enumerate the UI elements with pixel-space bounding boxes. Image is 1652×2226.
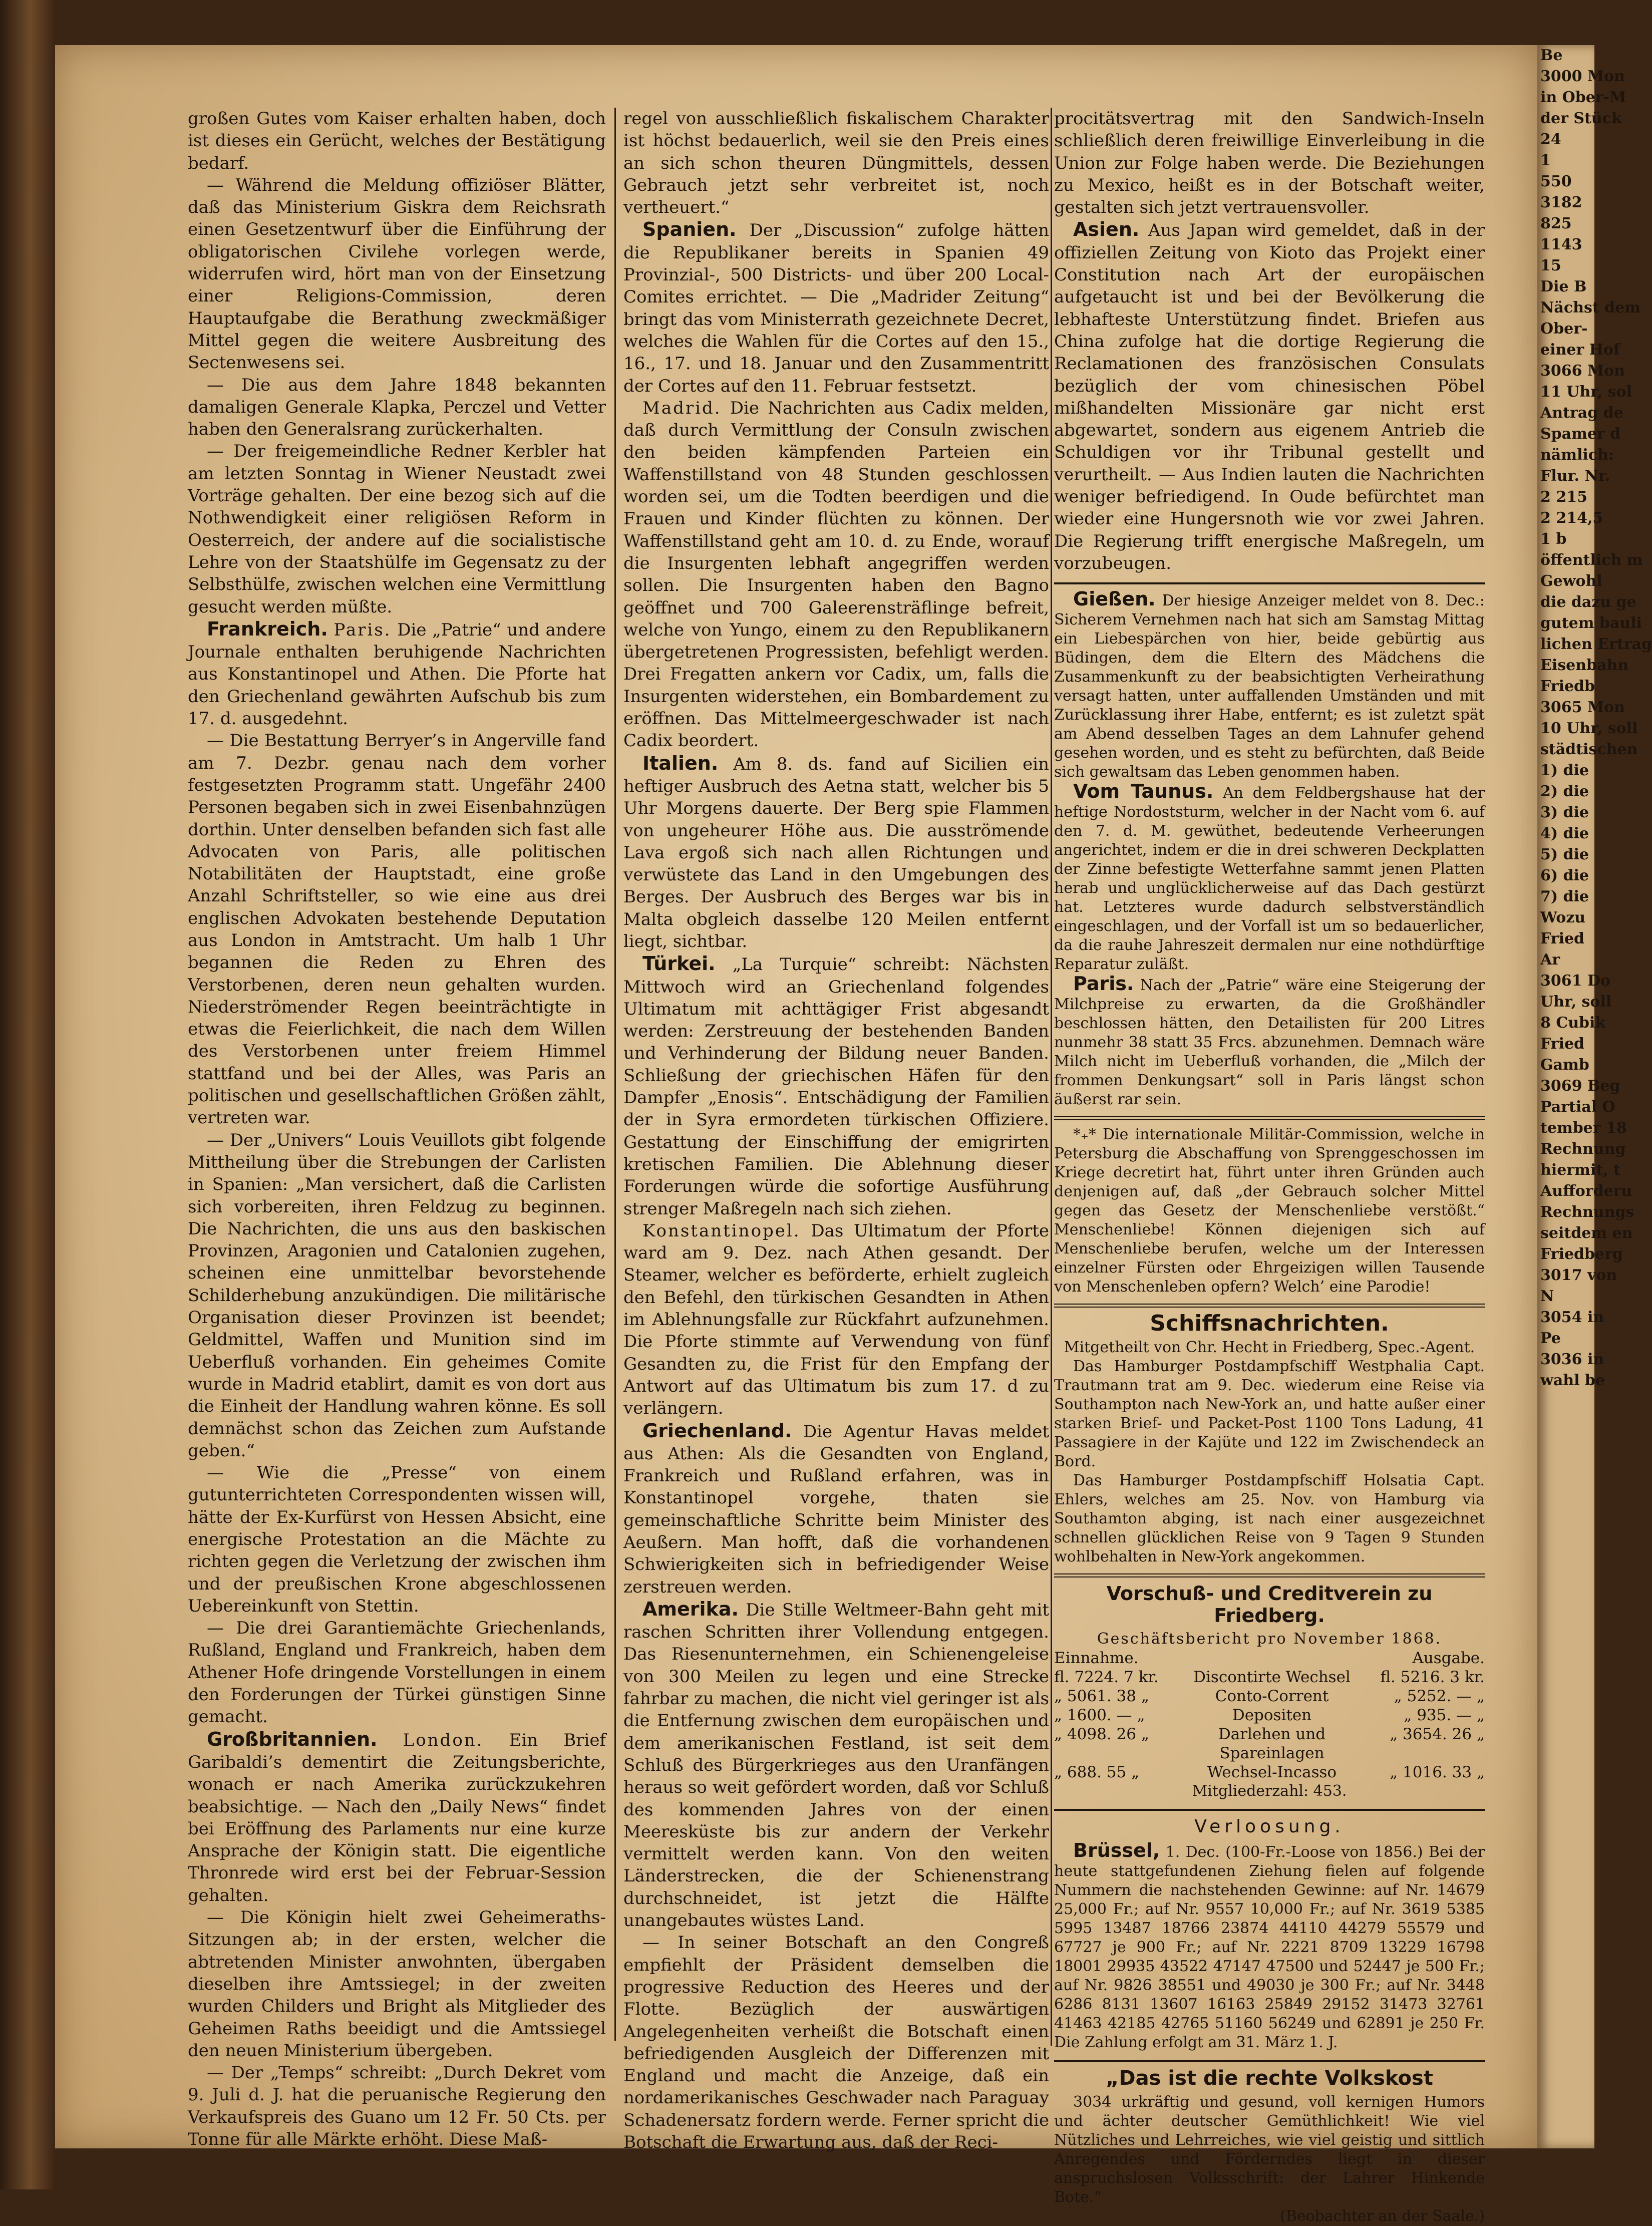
local-heading: Vom Taunus. — [1073, 780, 1214, 803]
local-paragraph: Paris. Nach der „Patrie“ wäre eine Steigerung der Milchpreise zu erwarten, da die Großhändler beschlossen hätten, den Detailisten für 200 Litres nunmehr 38 statt 35 Frcs. abzunehmen. Demnach wäre Milch nicht im Ueberfluß vorhanden, die „Milch der frommen Denkungsart“ soll in Paris längst schon äußerst rar sein. — [1054, 973, 1485, 1109]
verein-ledger — [1054, 1649, 1485, 1782]
divider — [1054, 1573, 1485, 1577]
ad-text: 3034 urkräftig und gesund, voll kernigen Humors und ächter deutscher Gemüthlichkeit! Wie viel Nützliches und Lehrreiches, wie viel geistig und sittlich Anregendes und Förderndes liegt in dieser anspruchslosen Volksschrift: der Lahrer Hinkende Bote.“ — [1054, 2093, 1485, 2206]
article-paragraph: — Der freigemeindliche Redner Kerbler hat am letzten Sonntag in Wiener Neustadt zwei Vorträge gehalten. Der eine bezog sich auf die Nothwendigkeit einer religiösen Reform in Oesterreich, der andere auf die socialistische Lehre von der Staatshülfe im Gegensatz zu der Selbsthülfe, zwischen welchen eine Vermittlung gesucht werden müßte. — [188, 441, 606, 617]
article-paragraph: Griechenland. Die Agentur Havas meldet aus Athen: Als die Gesandten von England, Frankreich und Rußland erfahren, was in Konstantinopel vorgehe, thaten sie gemeinschaftliche Schritte beim Minister des Aeußern. Man hofft, daß die vorhandenen Schwierigkeiten sich in befriedigender Weise zerstreuen werden. — [623, 1419, 1049, 1597]
article-paragraph: — Der „Temps“ schreibt: „Durch Dekret vom 9. Juli d. J. hat die peruanische Regierung den Verkaufspreis des Guano um 12 Fr. 50 Cts. per Tonne für alle Märkte erhöht. Diese Maß- — [188, 2063, 606, 2150]
column-2 — [623, 108, 1050, 2153]
edge-text-fragment: Ar — [1540, 951, 1560, 969]
ledger-income: „ 4098. 26 „ — [1054, 1725, 1149, 1744]
dateline: Konstantinopel. — [642, 1220, 801, 1241]
article-paragraph: procitätsvertrag mit den Sandwich-Inseln schließlich deren freiwillige Einverleibung in die Union zur Folge haben werde. Die Beziehungen zu Mexico, heißt es in der Botschaft weiter, gestalten sich jetzt vertrauensvoller. — [1054, 109, 1485, 218]
edge-text-fragment: 2 214,5 — [1540, 509, 1603, 527]
edge-text-fragment: 3054 in — [1540, 1309, 1604, 1326]
edge-text-fragment: N — [1540, 1288, 1554, 1305]
edge-text-fragment: 5) die — [1540, 846, 1589, 863]
edge-text-fragment: öffentlich m — [1540, 551, 1643, 569]
article-paragraph: Frankreich. Paris. Die „Patrie“ und andere Journale enthalten beruhigende Nachrichten aus Konstantinopel und Athen. Die Pforte hat den Griechenland gewährten Aufschub bis zum 17. d. ausgedehnt. — [188, 617, 606, 729]
article-paragraph: — In seiner Botschaft an den Congreß empfiehlt der Präsident demselben die progressive Reduction des Heeres und der Flotte. Bezüglich der auswärtigen Angelegenheiten verheißt die Botschaft einen befriedigenden Ausgleich der Differenzen mit England und macht die Anzeige, daß ein nordamerikanisches Geschwader nach Paraguay Schadenersatz fordern werde. Ferner spricht die Botschaft die Erwartung aus, daß der Reci- — [623, 1933, 1049, 2153]
edge-text-fragment: 3069 Beg — [1540, 1077, 1620, 1095]
ad-source: (Beobachter an der Saale.) — [1280, 2207, 1485, 2225]
article-paragraph: Konstantinopel. Das Ultimatum der Pforte ward am 9. Dez. nach Athen gesandt. Der Steamer, welcher es beförderte, erhielt zugleich den Befehl, den türkischen Gesandten in Athen im Ablehnungsfalle zur Rückfahrt aufzunehmen. Die Pforte stimmte auf Verwendung von fünf Gesandten zu, die Frist für den Empfang der Antwort auf das Ultimatum bis zum 17. d zu verlängern. — [623, 1220, 1049, 1419]
edge-text-fragment: 3061 Do — [1540, 972, 1610, 990]
ledger-income: „ 5061. 38 „ — [1054, 1687, 1149, 1706]
article-paragraph: Asien. Aus Japan wird gemeldet, daß in der offiziellen Zeitung von Kioto das Projekt einer Constitution nach Art der europäischen aufgetaucht ist und bei der Bevölkerung die lebhafteste Unterstützung findet. Briefen aus China zufolge hat die dortige Regierung die Reclamationen des französischen Consulats bezüglich der vom chinesischen Pöbel mißhandelten Missionäre gar nicht erst abgewartet, sondern aus eigenem Antrieb die Schuldigen vor ihr Tribunal gestellt und verurtheilt. — Aus Indien lauten die Nachrichten weniger befriedigend. In Oude befürchtet man wieder eine Hungersnoth wie vor zwei Jahren. Die Regierung trifft energische Maßregeln, um vorzubeugen. — [1054, 218, 1485, 573]
edge-text-fragment: 10 Uhr, soll — [1540, 720, 1638, 737]
edge-text-fragment: Gewohl — [1540, 572, 1602, 590]
article-paragraph: Spanien. Der „Discussion“ zufolge hätten die Republikaner bereits in Spanien 49 Provinzial-, 500 Districts- und über 200 Local-Comites errichtet. — Die „Madrider Zeitung“ bringt das vom Ministerrath gezeichnete Decret, welches die Wahlen für die Cortes auf den 15., 16., 17. und 18. Januar und den Zusammentritt der Cortes auf den 11. Februar festsetzt. — [623, 218, 1049, 396]
ledger-expense: „ 935. — „ — [1404, 1706, 1485, 1725]
column-3 — [1054, 108, 1485, 2225]
article-paragraph: — Während die Meldung offiziöser Blätter, daß das Ministerium Giskra dem Reichsrath einen Gesetzentwurf über die Einführung der obligatorischen Civilehe vorlegen werde, widerrufen wird, hört man von der Einsetzung einer Religions-Commission, deren Hauptaufgabe die Berathung zweckmäßiger Mittel gegen die weitere Ausbreitung des Sectenwesens sei. — [188, 175, 606, 373]
edge-text-fragment: Fried — [1540, 930, 1585, 947]
ledger-income: „ 688. 55 „ — [1054, 1763, 1140, 1782]
edge-text-fragment: wahl be — [1540, 1372, 1605, 1389]
divider — [1054, 1116, 1485, 1120]
edge-text-fragment: Ober- — [1540, 320, 1588, 338]
edge-text-fragment: 8 Cubik — [1540, 1014, 1606, 1032]
edge-text-fragment: 3017 von — [1540, 1266, 1617, 1284]
dateline: Paris. — [334, 619, 392, 640]
edge-text-fragment: hiermit, t — [1540, 1161, 1620, 1179]
divider — [1054, 1304, 1485, 1308]
ledger-label: Wechsel-Incasso — [1207, 1763, 1337, 1782]
section-heading: Italien. — [642, 752, 719, 774]
edge-text-fragment: 2) die — [1540, 783, 1589, 800]
article-paragraph: — Die drei Garantiemächte Griechenlands, Rußland, England und Frankreich, haben dem Athener Hofe dringende Vorstellungen in einem den Forderungen der Türkei günstigen Sinne gemacht. — [188, 1618, 606, 1727]
column-rule — [614, 108, 616, 2041]
dateline: London. — [403, 1730, 484, 1750]
edge-text-fragment: Uhr, soll — [1540, 993, 1612, 1011]
edge-text-fragment: 24 — [1540, 131, 1561, 148]
divider — [1054, 1809, 1485, 1811]
article-paragraph: — Die Königin hielt zwei Geheimeraths-Sitzungen ab; in der ersten, welcher die abtretenden Minister anwohnten, übergaben dieselben ihre Amtssiegel; in der zweiten wurden Childers und Bright als Mitglieder des Geheimen Raths beeidigt und die Amtssiegel den neuen Ministerium übergeben. — [188, 1907, 606, 2061]
article-paragraph: Türkei. „La Turquie“ schreibt: Nächsten Mittwoch wird an Griechenland folgendes Ultimatum mit achttägiger Frist abgesandt werden: Zerstreuung der bestehenden Banden und Verhinderung der Bildung neuer Banden. Schließung der griechischen Häfen für den Dampfer „Enosis“. Entschädigung der Familien der in Syra ermordeten türkischen Offiziere. Gestattung der Einschiffung der emigrirten kretischen Familien. Die Ablehnung dieser Forderungen würde die sofortige Ausführung strenger Maßregeln nach sich ziehen. — [623, 952, 1049, 1219]
ledger-label: Discontirte Wechsel — [1193, 1668, 1351, 1687]
article-paragraph: regel von ausschließlich fiskalischem Charakter ist höchst bedauerlich, weil sie den Preis eines an sich schon theuren Düngmittels, dessen Gebrauch jetzt sehr verbreitet ist, noch vertheuert.“ — [623, 109, 1049, 218]
edge-text-fragment: Antrag de — [1540, 404, 1623, 422]
ledger-expense: fl. 5216. 3 kr. — [1380, 1668, 1485, 1687]
edge-text-fragment: Nächst dem — [1540, 299, 1640, 316]
section-heading: Griechenland. — [642, 1419, 792, 1442]
dateline: Madrid. — [642, 398, 722, 418]
section-heading: Asien. — [1073, 218, 1140, 241]
lottery-title: Verloosung. — [1194, 1816, 1345, 1837]
local-news — [1054, 589, 1485, 1109]
ledger-head-out: Ausgabe. — [1412, 1649, 1485, 1668]
ledger-income: fl. 7224. 7 kr. — [1054, 1668, 1159, 1687]
edge-text-fragment: Friedberg — [1540, 1245, 1623, 1263]
column-3-news — [1054, 108, 1485, 574]
edge-text-fragment: Be — [1540, 47, 1563, 64]
edge-text-fragment: 3) die — [1540, 804, 1589, 821]
verein-title: Vorschuß- und Creditverein zu Friedberg. — [1106, 1582, 1433, 1627]
ships-agent-line: Mitgetheilt von Chr. Hecht in Friedberg, Spec.-Agent. — [1064, 1338, 1475, 1356]
edge-text-fragment: 3182 — [1540, 194, 1582, 211]
edge-text-fragment: gutem bauli — [1540, 614, 1642, 632]
article-paragraph: — Wie die „Presse“ von einem gutunterrichteten Correspondenten wissen will, hätte der Ex-Kurfürst von Hessen Absicht, eine energische Protestation an die Mächte zu richten gegen die Verletzung der zwischen ihm und der preußischen Krone abgeschlossenen Uebereinkunft von Stettin. — [188, 1463, 606, 1616]
edge-text-fragment: tember 18 — [1540, 1119, 1627, 1137]
edge-text-fragment: 3065 Mon — [1540, 699, 1625, 716]
edge-text-fragment: Flur. Nr. — [1540, 467, 1610, 485]
edge-text-fragment: 6) die — [1540, 867, 1589, 884]
article-paragraph: Großbritannien. London. Ein Brief Garibaldi’s dementirt die Zeitungsberichte, wonach er nach Amerika zurückzukehren beabsichtige. — Nach den „Daily News“ findet bei Eröffnung des Parlaments nur eine kurze Ansprache der Königin statt. Die eigentliche Thronrede wird erst bei der Februar-Session gehalten. — [188, 1728, 606, 1905]
edge-text-fragment: städtischen — [1540, 741, 1638, 758]
edge-text-fragment: 1143 — [1540, 236, 1582, 253]
ships-text: Das Hamburger Postdampfschiff Holsatia Capt. Ehlers, welches am 25. Nov. von Hamburg via Southamton abging, ist nach einer ausgezeichnet schnellen glücklichen Reise von 9 Tagen 9 Stunden wohlbehalten in New-York angekommen. — [1054, 1471, 1485, 1565]
ad-title: „Das ist die rechte Volkskost — [1106, 2067, 1433, 2090]
ledger-income: „ 1600. — „ — [1054, 1706, 1145, 1725]
verein-subtitle: Geschäftsbericht pro November 1868. — [1097, 1630, 1442, 1648]
edge-text-fragment: Partial O — [1540, 1098, 1615, 1116]
edge-text-fragment: 1 — [1540, 152, 1551, 169]
edge-text-fragment: lichen Ertrag — [1540, 635, 1652, 653]
section-heading: Spanien. — [642, 218, 737, 241]
lottery-text: Brüssel, 1. Dec. (100-Fr.-Loose von 1856.) Bei der heute stattgefundenen Ziehung fielen auf folgende Nummern die nachstehenden Gewinne: auf Nr. 14679 25,000 Fr.; auf Nr. 9557 10,000 Fr.; auf Nr. 3619 5385 5995 13487 18766 23874 44110 44279 55579 und 67727 je 900 Fr.; auf Nr. 2221 8709 13229 16798 18001 29935 43522 47147 47500 und 52447 je 500 Fr.; auf Nr. 9826 38551 und 49030 je 300 Fr.; auf Nr. 3448 6286 8131 13607 16163 25849 29152 31473 32761 41463 42185 42765 51160 56249 und 62891 je 250 Fr. Die Zahlung erfolgt am 31. März 1. J. — [1054, 1839, 1485, 2052]
edge-text-fragment: 3000 Mon — [1540, 68, 1625, 85]
next-page-edge — [1537, 45, 1652, 2148]
ships-title: Schiffsnachrichten. — [1150, 1311, 1389, 1337]
section-heading: Frankreich. — [207, 617, 328, 640]
edge-text-fragment: 11 Uhr, sol — [1540, 383, 1632, 401]
edge-text-fragment: Rechnung — [1540, 1140, 1626, 1158]
edge-text-fragment: 7) die — [1540, 888, 1589, 905]
section-heading: Amerika. — [642, 1598, 739, 1620]
edge-text-fragment: Spamer d — [1540, 425, 1621, 443]
article-paragraph: Madrid. Die Nachrichten aus Cadix melden, daß durch Vermittlung der Consuln zwischen den beiden kämpfenden Parteien ein Waffenstillstand von 48 Stunden geschlossen worden sei, um die Todten beerdigen und die Frauen und Kinder flüchten zu können. Der Waffenstillstand geht am 10. d. zu Ende, worauf die Insurgenten lebhaft angegriffen werden sollen. Die Insurgenten haben den Bagno geöffnet und 700 Galeerensträflinge befreit, welche von Yungo, einem zu den Republikanern übergetretenen Progressisten, befehligt werden. Drei Fregatten ankern vor Cadix, um, falls die Insurgenten widerstehen, ein Bombardement zu eröffnen. Das Mittelmeergeschwader ist nach Cadix beordert. — [623, 398, 1049, 751]
column-1 — [188, 108, 606, 2150]
edge-text-fragment: Fried — [1540, 1035, 1585, 1053]
local-heading: Paris. — [1073, 973, 1134, 995]
ledger-expense: „ 3654. 26 „ — [1390, 1725, 1485, 1744]
edge-text-fragment: nämlich: — [1540, 446, 1614, 464]
edge-text-fragment: 550 — [1540, 173, 1572, 190]
edge-text-fragment: 4) die — [1540, 825, 1589, 842]
local-paragraph: Vom Taunus. An dem Feldbergshause hat der heftige Nordoststurm, welcher in der Nacht vom 6. auf den 7. d. M. gewüthet, bedeutende Verheerungen angerichtet, indem er die in drei schweren Deckplatten der Zinne befestigte Wetterfahne sammt jenen Platten herab und unglücklicherweise auf das Dach gestürzt hat. Letzteres wurde dadurch selbstverständlich eingeschlagen, und der Vorfall ist um so bedauerlicher, da die rauhe Jahreszeit dermalen nur eine nothdürftige Reparatur zuläßt. — [1054, 780, 1485, 974]
edge-text-fragment: Wozu — [1540, 909, 1586, 926]
article-paragraph: großen Gutes vom Kaiser erhalten haben, doch ist dieses ein Gerücht, welches der Bestätigung bedarf. — [188, 109, 606, 173]
article-paragraph: — Die Bestattung Berryer’s in Angerville fand am 7. Dezbr. genau nach dem vorher festgesetzten Programm statt. Ungefähr 2400 Personen begaben sich in zwei Eisenbahnzügen dorthin. Unter denselben befanden sich fast alle Advocaten von Paris, alle politischen Notabilitäten der Hauptstadt, eine große Anzahl Schriftsteller, so wie eine aus drei englischen Advokaten bestehende Deputation aus London in Amtstracht. Um halb 1 Uhr begannen die Reden zu Ehren des Verstorbenen, deren neun gehalten wurden. Niederströmender Regen beeinträchtigte in etwas die Feierlichkeit, die nach dem Willen des Verstorbenen unter freiem Himmel stattfand und bei der Alles, was Paris an politischen und gesellschaftlichen Größen zählt, vertreten war. — [188, 731, 606, 1128]
local-paragraph: Gießen. Der hiesige Anzeiger meldet von 8. Dec.: Sicherem Vernehmen nach hat sich am Samstag Mittag ein Liebespärchen von hier, beide gebürtig aus Büdingen, dem die Eltern des Mädchens die Zusammenkunft zu der beabsichtigten Verheirathung versagt hatten, unter auffallenden Umständen und mit Zurücklassung ihrer Habe, entfernt; es ist zuletzt spät am Abend desselben Tages an dem Lahnufer gehend gesehen worden, und es steht zu befürchten, daß Beide sich gewaltsam das Leben genommen haben. — [1054, 588, 1485, 781]
section-heading: Türkei. — [642, 952, 716, 975]
edge-text-fragment: Gamb — [1540, 1056, 1589, 1074]
edge-text-fragment: einer Hof — [1540, 341, 1620, 359]
edge-text-fragment: 2 215 — [1540, 488, 1587, 506]
divider — [1054, 582, 1485, 584]
edge-text-fragment: 3066 Mon — [1540, 362, 1625, 380]
commission-notice: *₊* Die internationale Militär-Commission, welche in Petersburg die Abschaffung von Sprenggeschossen im Kriege decretirt hat, führt unter ihren Gründen auch denjenigen auf, daß „der Gebrauch solcher Mittel gegen das Gesetz der Menschenliebe verstößt.“ Menschenliebe! Können diejenigen sich auf Menschenliebe berufen, welche um der Interessen einzelner Fürsten oder Ehrgeizigen willen Tausende von Menschenleben opfern? Welch’ eine Parodie! — [1054, 1126, 1485, 1296]
divider — [1054, 2060, 1485, 2062]
edge-text-fragment: Eisenbahn — [1540, 657, 1629, 674]
ships-text: Das Hamburger Postdampfschiff Westphalia Capt. Trautmann trat am 9. Dec. wiederum eine Reise via Southampton nach New-York an, und hatte außer einer starken Brief- und Packet-Post 1100 Tons Ladung, 41 Passagiere in der Kajüte und 122 im Zwischendeck an Bord. — [1054, 1357, 1485, 1470]
edge-text-fragment: seitdem en — [1540, 1224, 1633, 1242]
article-paragraph: Amerika. Die Stille Weltmeer-Bahn geht mit raschen Schritten ihrer Vollendung entgegen. Das Riesenunternehmen, ein Schienengeleise von 300 Meilen zu legen und eine Strecke fahrbar zu machen, die nicht viel geringer ist als die Entfernung zwischen dem europäischen und dem amerikanischen Festland, ist seit dem Schluß des Bürgerkrieges aus den Uranfängen heraus so weit gefördert worden, daß vor Schluß des kommenden Jahres von der einen Meeresküste bis zur andern der Verkehr vermittelt werden kann. Von den weiten Länderstrecken, die der Schienenstrang durchschneidet, ist jetzt die Hälfte unangebautes wüstes Land. — [623, 1598, 1050, 1931]
edge-text-fragment: der Stück — [1540, 110, 1622, 127]
article-paragraph: — Der „Univers“ Louis Veuillots gibt folgende Mittheilung über die Strebungen der Carlisten in Spanien: „Man versichert, daß die Carlisten sich vorbereiten, ihren Feldzug zu beginnen. Die Nachrichten, die uns aus den baskischen Provinzen, Aragonien und Catalonien zugehen, scheinen eine unmittelbar bevorstehende Schilderhebung anzukündigen. Die militärische Organisation dieser Provinzen ist beendet; Geldmittel, Waffen und Munition sind im Ueberfluß vorhanden. Ein geheimes Comite wurde in Madrid etablirt, damit es von dort aus die Einheit der Handlung wahren könne. Es soll demnächst schon das Zeichen zum Aufstande geben.“ — [188, 1130, 606, 1461]
ledger-label: Conto-Corrent — [1215, 1687, 1329, 1706]
ledger-label: Depositen — [1232, 1706, 1312, 1725]
verein-members: Mitgliederzahl: 453. — [1192, 1782, 1347, 1800]
ledger-expense: „ 5252. — „ — [1394, 1687, 1485, 1706]
article-paragraph: Italien. Am 8. ds. fand auf Sicilien ein heftiger Ausbruch des Aetna statt, welcher bis 5 Uhr Morgens dauerte. Der Berg spie Flammen von ungeheurer Höhe aus. Die ausströmende Lava ergoß sich nach allen Richtungen und verwüstete das Land in den Umgebungen des Berges. Der Ausbruch des Berges war bis in Malta obgleich dasselbe 120 Meilen entfernt liegt, sichtbar. — [623, 752, 1050, 951]
edge-text-fragment: 3036 in — [1540, 1351, 1604, 1368]
local-heading: Gießen. — [1073, 588, 1156, 610]
article-paragraph: — Die aus dem Jahre 1848 bekannten damaligen Generale Klapka, Perczel und Vetter haben den Generalsrang zurückerhalten. — [188, 375, 606, 440]
ledger-head-in: Einnahme. — [1054, 1649, 1139, 1668]
edge-text-fragment: Aufforderu — [1540, 1182, 1632, 1200]
edge-text-fragment: 1) die — [1540, 762, 1589, 779]
section-heading: Großbritannien. — [207, 1728, 378, 1750]
edge-text-fragment: 15 — [1540, 257, 1561, 274]
edge-text-fragment: Pe — [1540, 1330, 1561, 1347]
edge-text-fragment: in Ober-M — [1540, 89, 1626, 106]
ledger-expense: „ 1016. 33 „ — [1390, 1763, 1485, 1782]
edge-text-fragment: 1 b — [1540, 530, 1567, 548]
edge-text-fragment: Rechnungs — [1540, 1203, 1634, 1221]
ledger-label: Darlehen und Spareinlagen — [1218, 1725, 1326, 1763]
edge-text-fragment: 825 — [1540, 215, 1572, 232]
edge-text-fragment: Die B — [1540, 278, 1587, 295]
column-rule — [1051, 108, 1052, 2046]
edge-text-fragment: die dazu ge — [1540, 593, 1636, 611]
edge-text-fragment: Friedb — [1540, 678, 1595, 695]
